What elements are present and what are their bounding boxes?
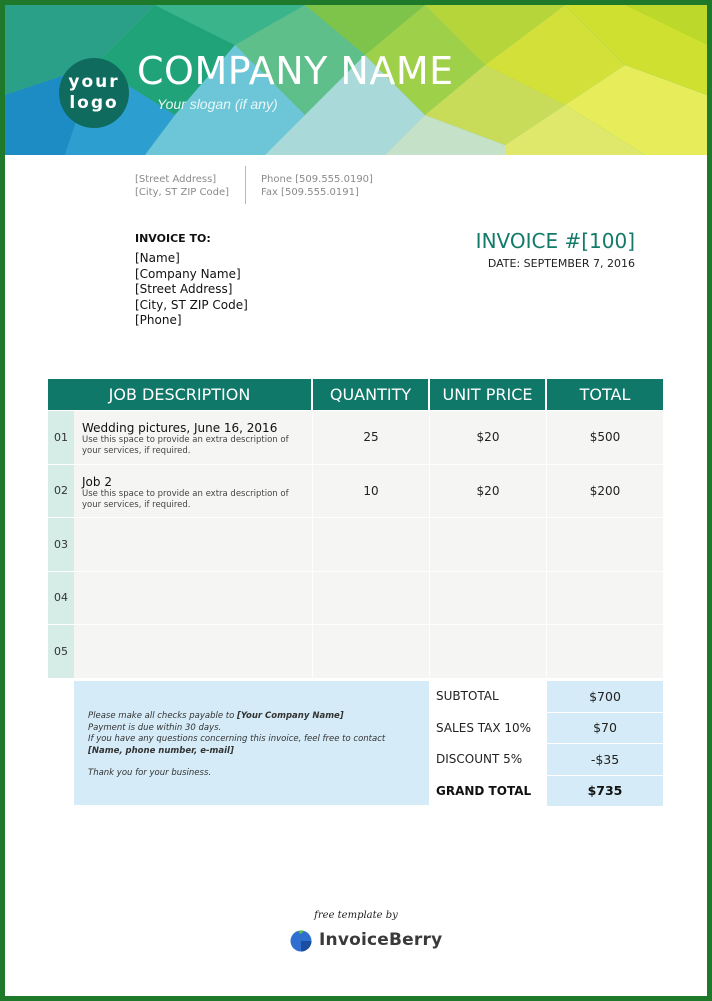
note-spacer [88,757,429,768]
logo-text-line2: logo [69,93,119,113]
invoice-to-block [135,251,248,329]
discount-value: -$35 [547,744,663,775]
company-slogan: Your slogan (if any) [157,96,278,112]
subtotal-value: $700 [547,681,663,712]
row-total: $500 [547,411,663,464]
row-description [74,625,313,678]
row-quantity [313,518,430,571]
item-extra-description: Use this space to provide an extra description of your services, if required. [82,435,289,456]
grand-total-row [429,776,663,808]
client-street: [Street Address] [135,282,233,296]
row-number: 03 [48,518,74,571]
row-quantity: 25 [313,411,430,464]
note-questions: If you have any questions concerning this invoice, feel free to contact [88,734,386,744]
note-company-name: [Your Company Name] [237,711,344,721]
sales-tax-label: SALES TAX 10% [429,713,547,744]
note-thanks: Thank you for your business. [88,768,212,778]
row-number: 01 [48,411,74,464]
row-total: $200 [547,465,663,518]
row-description [74,465,313,518]
items-table-body [48,411,663,679]
row-total [547,572,663,625]
client-name: [Name] [135,251,180,265]
row-number: 02 [48,465,74,518]
logo-text-line1: your [68,72,120,92]
header-total: TOTAL [579,385,631,404]
grand-total-label: GRAND TOTAL [429,776,547,807]
note-due: Payment is due within 30 days. [88,722,222,733]
note-contact [88,746,429,758]
header-banner [5,5,707,155]
items-table-header [48,379,663,410]
address-phone: Phone [509.555.0190] [261,174,373,185]
brand-link[interactable] [289,928,442,952]
invoice-page [5,5,707,996]
address-fax: Fax [509.555.0191] [261,187,359,198]
table-row [48,411,663,465]
row-unit-price: $20 [430,465,547,518]
row-unit-price [430,572,547,625]
note-payable-to [88,711,429,723]
sales-tax-value: $70 [547,713,663,744]
grand-total-value: $735 [547,776,663,807]
row-description [74,572,313,625]
row-quantity: 10 [313,465,430,518]
address-city: [City, ST ZIP Code] [135,187,230,198]
table-row [48,572,663,626]
header-job-description: JOB DESCRIPTION [48,379,313,410]
brand-name: InvoiceBerry [319,930,443,950]
company-contact [261,173,373,199]
discount-row [429,744,663,776]
invoice-to-label: INVOICE TO: [135,232,211,245]
company-name: COMPANY NAME [137,49,454,93]
header-quantity: QUANTITY [313,379,430,410]
row-quantity [313,625,430,678]
header-unit-price: UNIT PRICE [430,379,547,410]
row-description [74,518,313,571]
address-street: [Street Address] [135,174,217,185]
row-unit-price [430,625,547,678]
address-divider [245,166,246,204]
row-total [547,625,663,678]
berry-icon [289,928,313,952]
logo-badge [59,58,129,128]
table-row [48,465,663,519]
free-template-label: free template by [314,910,398,921]
row-number: 04 [48,572,74,625]
row-quantity [313,572,430,625]
client-company: [Company Name] [135,266,241,281]
row-unit-price: $20 [430,411,547,464]
invoice-date: DATE: SEPTEMBER 7, 2016 [487,257,635,270]
payment-notes [74,681,429,805]
client-city: [City, ST ZIP Code] [135,297,248,312]
client-phone: [Phone] [135,313,182,327]
discount-label: DISCOUNT 5% [429,744,547,775]
item-extra-description: Use this space to provide an extra description of your services, if required. [82,488,289,510]
table-row [48,625,663,679]
totals-table [429,681,663,807]
invoice-number: INVOICE #[100] [475,229,635,253]
sales-tax-row [429,713,663,745]
row-number: 05 [48,625,74,678]
item-title: Job 2 [82,474,112,489]
company-address [135,173,229,199]
row-total [547,518,663,571]
item-title: Wedding pictures, June 16, 2016 [82,421,278,435]
note-contact-info: [Name, phone number, e-mail] [88,745,234,756]
row-unit-price [430,518,547,571]
subtotal-label: SUBTOTAL [429,681,547,712]
table-row [48,518,663,572]
row-description [74,411,313,464]
subtotal-row [429,681,663,713]
note-payable-prefix: Please make all checks payable to [88,711,238,721]
